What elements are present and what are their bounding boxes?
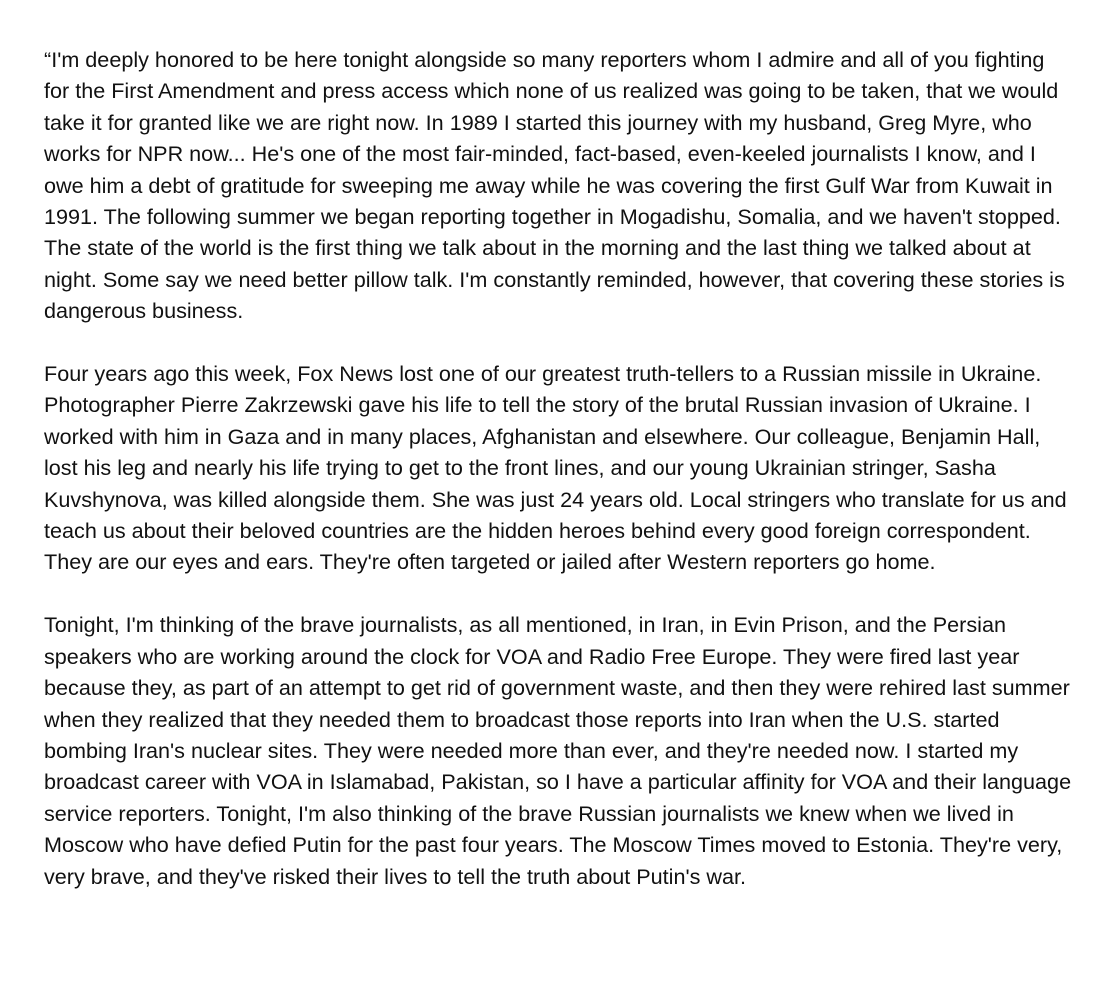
document-body bbox=[44, 44, 1074, 892]
paragraph: Four years ago this week, Fox News lost one of our greatest truth-tellers to a Russian missile in Ukraine. Photographer Pierre Zakrzewski gave his life to tell the story of the brutal Russian invasion of Ukraine. I worked with him in Gaza and in many places, Afghanistan and elsewhere. Our colleague, Benjamin Hall, lost his leg and nearly his life trying to get to the front lines, and our young Ukrainian stringer, Sasha Kuvshynova, was killed alongside them. She was just 24 years old. Local stringers who translate for us and teach us about their beloved countries are the hidden heroes behind every good foreign correspondent. They are our eyes and ears. They're often targeted or jailed after Western reporters go home. bbox=[44, 361, 1067, 575]
paragraph: Tonight, I'm thinking of the brave journalists, as all mentioned, in Iran, in Evin Prison, and the Persian speakers who are working around the clock for VOA and Radio Free Europe. They were fired last year because they, as part of an attempt to get rid of government waste, and then they were rehired last summer when they realized that they needed them to broadcast those reports into Iran when the U.S. started bombing Iran's nuclear sites. They were needed more than ever, and they're needed now. I started my broadcast career with VOA in Islamabad, Pakistan, so I have a particular affinity for VOA and their language service reporters. Tonight, I'm also thinking of the brave Russian journalists we knew when we lived in Moscow who have defied Putin for the past four years. The Moscow Times moved to Estonia. They're very, very brave, and they've risked their lives to tell the truth about Putin's war. bbox=[44, 612, 1072, 889]
paragraph: “I'm deeply honored to be here tonight alongside so many reporters whom I admire and all of you fighting for the First Amendment and press access which none of us realized was going to be taken, that we would take it for granted like we are right now. In 1989 I started this journey with my husband, Greg Myre, who works for NPR now... He's one of the most fair-minded, fact-based, even-keeled journalists I know, and I owe him a debt of gratitude for sweeping me away while he was covering the first Gulf War from Kuwait in 1991. The following summer we began reporting together in Mogadishu, Somalia, and we haven't stopped. The state of the world is the first thing we talk about in the morning and the last thing we talked about at night. Some say we need better pillow talk. I'm constantly reminded, however, that covering these stories is dangerous business. bbox=[44, 47, 1065, 324]
